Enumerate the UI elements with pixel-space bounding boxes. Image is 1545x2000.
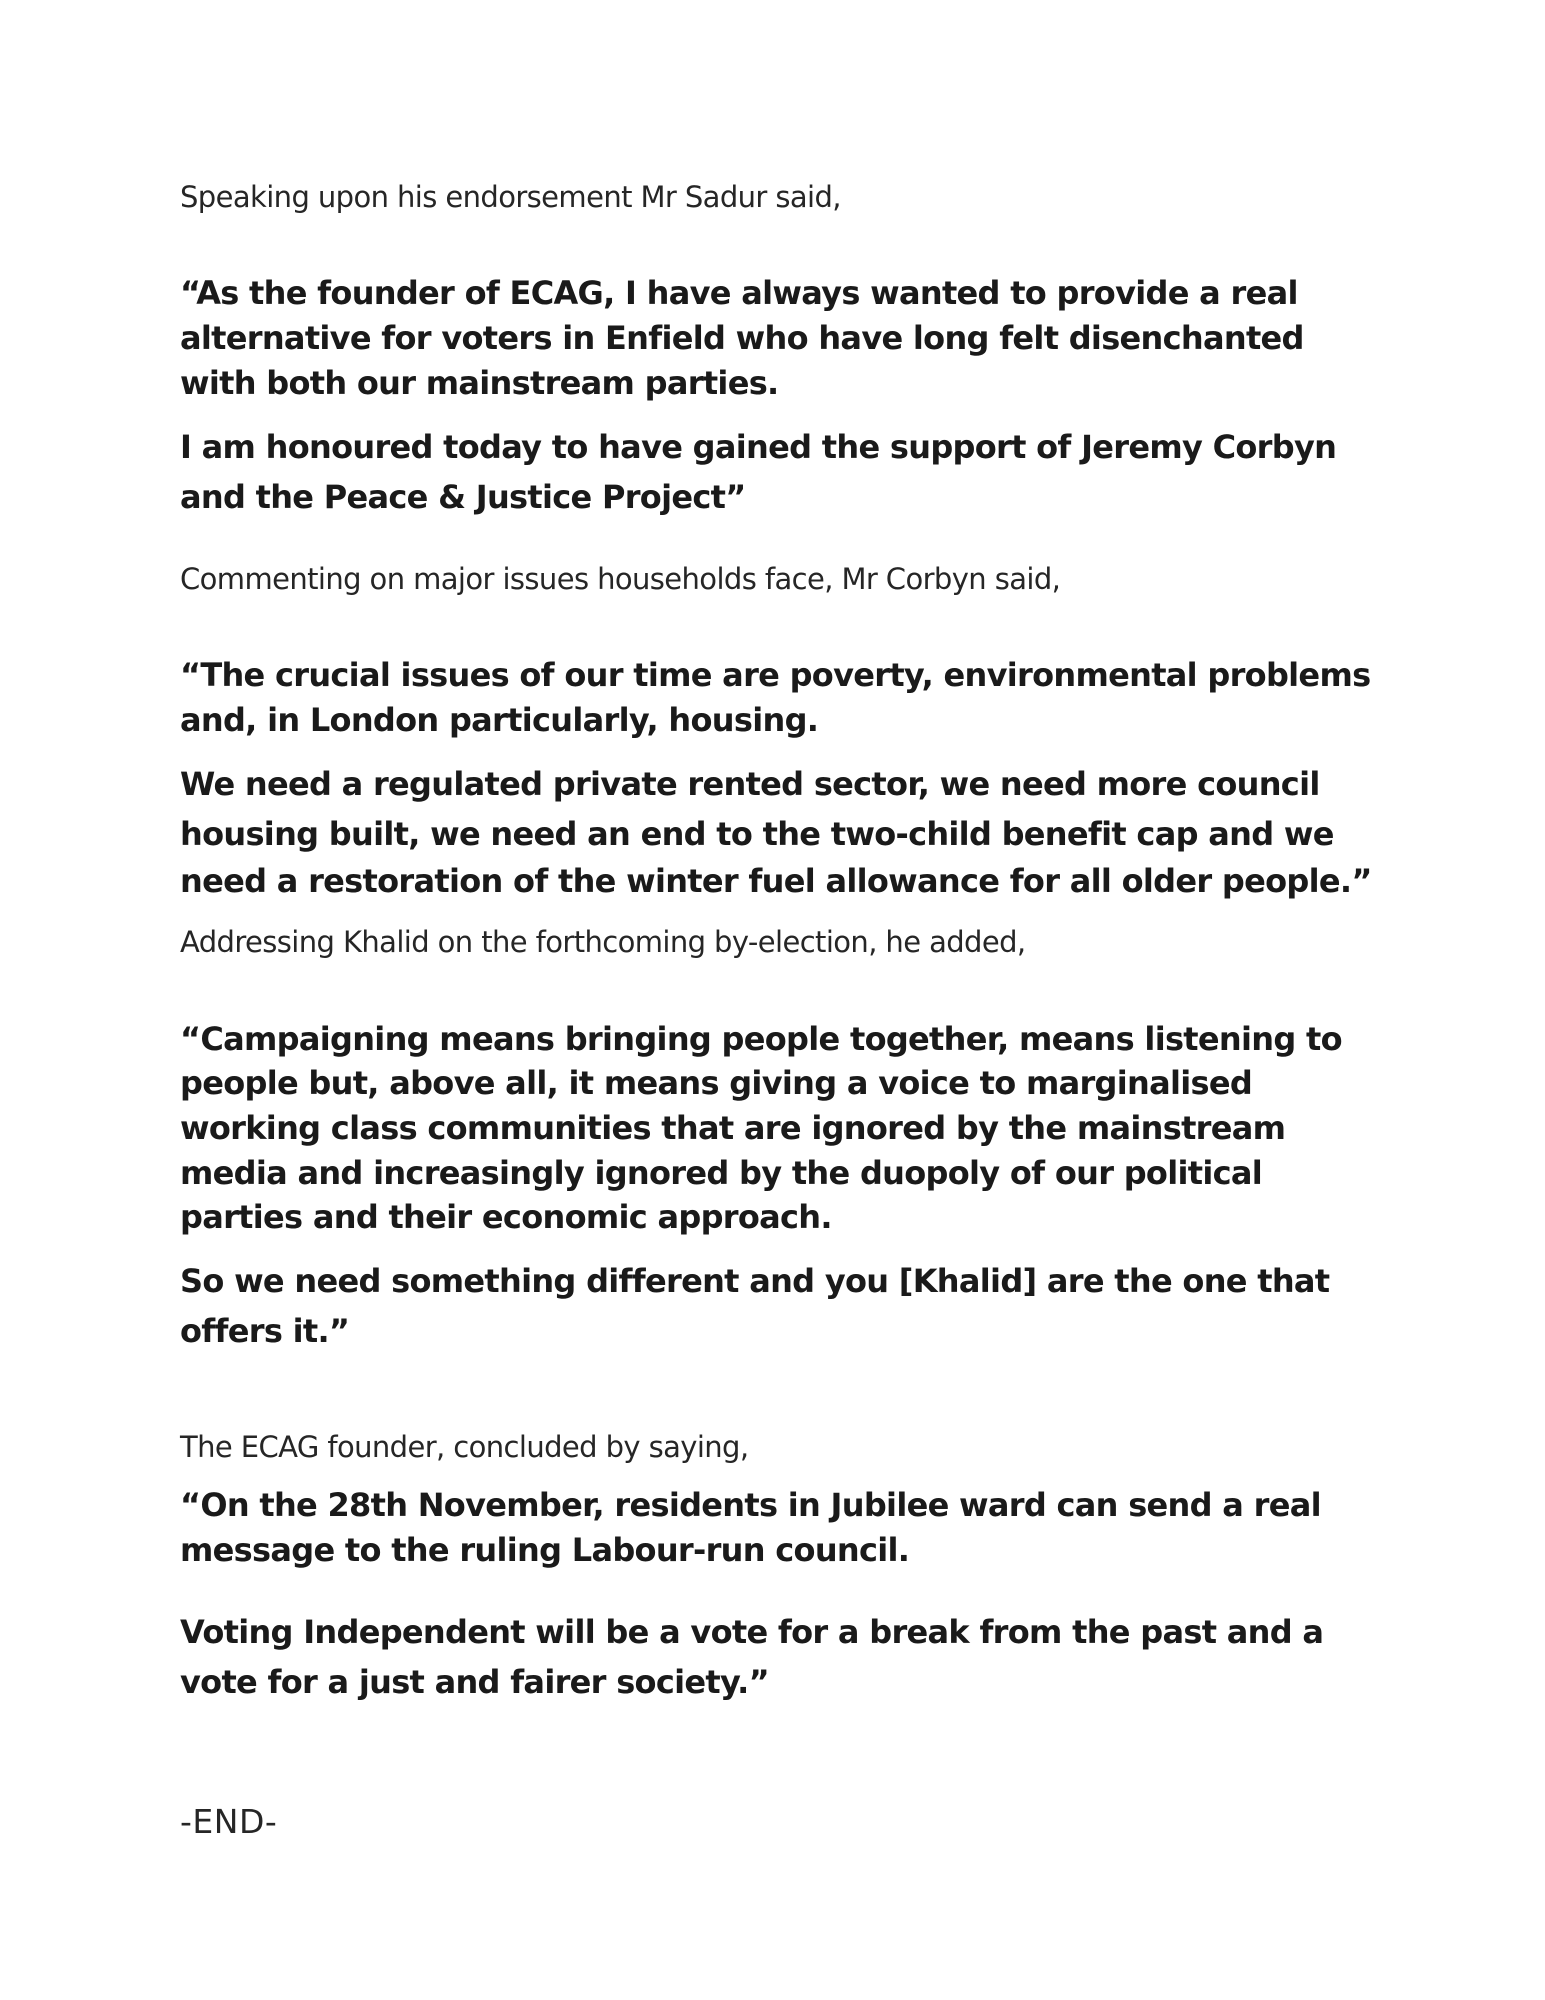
quote-sadur-line: “As the founder of ECAG, I have always wanted to provide a real (180, 274, 1298, 312)
quote-sadur-line: with both our mainstream parties. (180, 364, 779, 402)
quote-khalid-line: parties and their economic approach. (180, 1198, 832, 1236)
quote-corbyn-line: housing built, we need an end to the two-child benefit cap and we (180, 815, 1334, 853)
intro-conclusion: The ECAG founder, concluded by saying, (180, 1430, 749, 1464)
intro-sadur: Speaking upon his endorsement Mr Sadur said, (180, 180, 841, 214)
end-marker: -END- (180, 1802, 278, 1841)
quote-khalid-line: media and increasingly ignored by the duopoly of our political (180, 1154, 1263, 1192)
quote-conclusion-line: Voting Independent will be a vote for a break from the past and a (180, 1613, 1324, 1651)
quote-khalid-line: people but, above all, it means giving a voice to marginalised (180, 1064, 1253, 1102)
intro-corbyn: Commenting on major issues households face, Mr Corbyn said, (180, 562, 1061, 596)
quote-sadur-line: and the Peace & Justice Project” (180, 478, 746, 516)
quote-conclusion-line: vote for a just and fairer society.” (180, 1663, 769, 1701)
quote-conclusion-line: “On the 28th November, residents in Jubilee ward can send a real (180, 1486, 1321, 1524)
quote-corbyn-line: We need a regulated private rented sector, we need more council (180, 765, 1320, 803)
quote-khalid-line: working class communities that are ignored by the mainstream (180, 1109, 1286, 1147)
quote-conclusion-line: message to the ruling Labour-run council. (180, 1531, 910, 1569)
quote-sadur-line: alternative for voters in Enfield who have long felt disenchanted (180, 319, 1304, 357)
quote-khalid-line: offers it.” (180, 1312, 350, 1350)
quote-corbyn-line: and, in London particularly, housing. (180, 701, 819, 739)
quote-sadur-line: I am honoured today to have gained the support of Jeremy Corbyn (180, 428, 1337, 466)
quote-khalid-line: So we need something different and you [Khalid] are the one that (180, 1262, 1330, 1300)
quote-corbyn-line: “The crucial issues of our time are poverty, environmental problems (180, 656, 1371, 694)
quote-corbyn-line: need a restoration of the winter fuel allowance for all older people.” (180, 862, 1372, 900)
quote-khalid-line: “Campaigning means bringing people together, means listening to (180, 1020, 1342, 1058)
intro-khalid: Addressing Khalid on the forthcoming by-election, he added, (180, 925, 1026, 959)
